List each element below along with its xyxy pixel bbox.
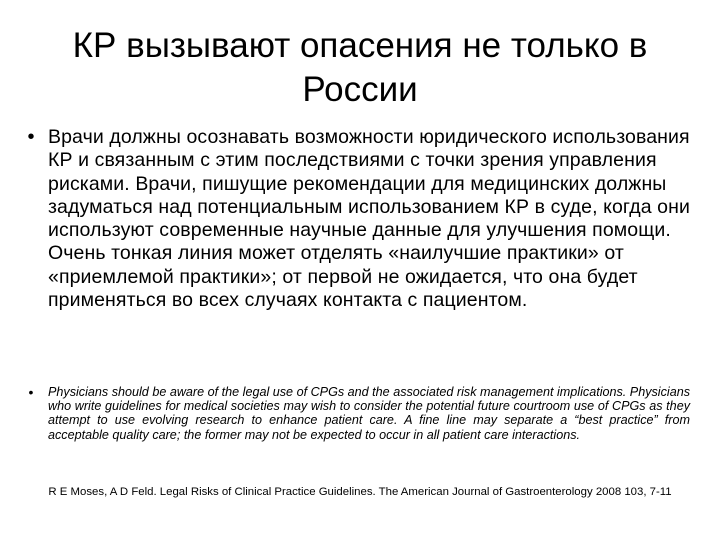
slide-title: КР вызывают опасения не только в России [72,26,648,109]
bullet-marker: • [28,384,34,400]
bullet-text-russian: Врачи должны осознавать возможности юридического использования КР и связанным с этим последствиями с точки зрения управления рисками. Врачи, пишущие рекомендации для медицинских должны задуматься над потенциальным использованием КР в суде, когда они используют современные научные данные для улучшения помощи. Очень тонкая линия может отделять «наилучшие практики» от «приемлемой практики»; от первой не ожидается, что она будет применяться во всех случаях контакта с пациентом. [48,126,690,312]
citation: R E Moses, A D Feld. Legal Risks of Clinical Practice Guidelines. The American Journal of Gastroenterology 2008 103, 7-11 [48,486,672,498]
bullet-russian [24,126,704,312]
bullet-text-english: Physicians should be aware of the legal use of CPGs and the associated risk management implications. Physicians who write guidelines for medical societies may wish to consider the potential future courtroom use of CPGs as they attempt to use evolving research to enhance patient care. A fine line may separate a “best practice” from acceptable quality care; the former may not be expected to occur in all patient care interactions. [48,385,690,442]
bullet-english [24,385,704,442]
bullet-marker: • [27,126,35,148]
